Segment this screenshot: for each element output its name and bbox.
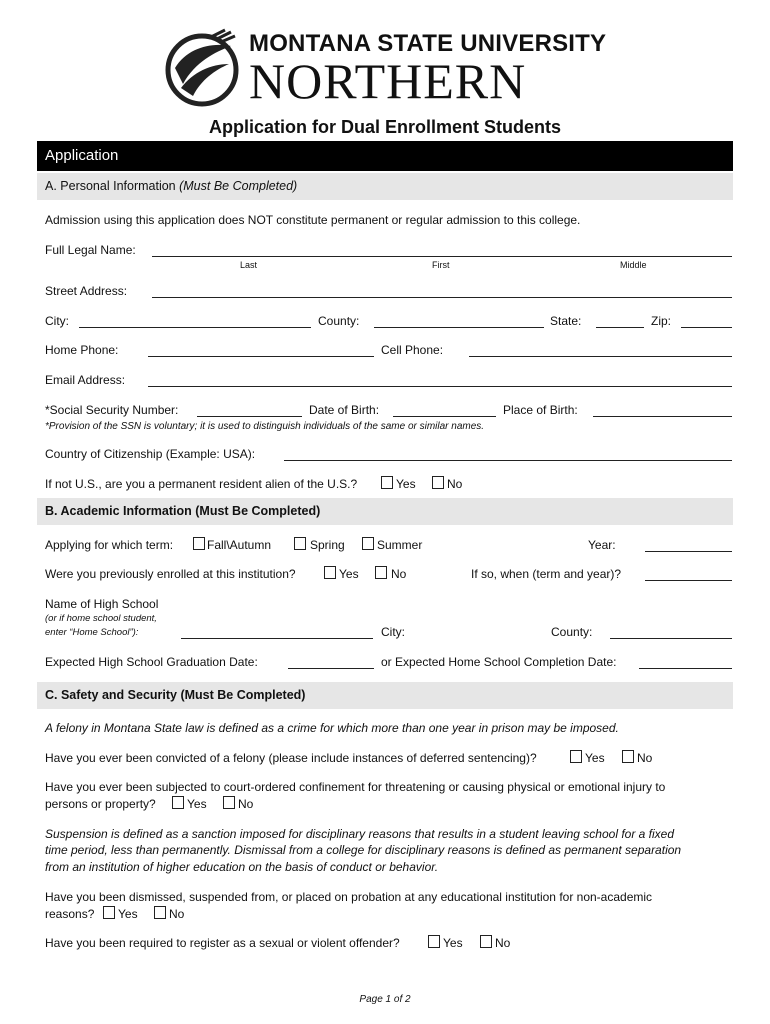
email-label: Email Address: [45,373,126,387]
street-address-field[interactable] [152,297,732,298]
last-name-caption: Last [240,260,258,270]
logo-line2: NORTHERN [249,53,527,109]
admission-notice: Admission using this application does NOT constitute permanent or regular admission to this college. [45,213,581,227]
home-phone-label: Home Phone: [45,343,119,357]
application-header-bar [37,141,733,171]
section-c-header [37,682,733,709]
state-field[interactable] [596,327,644,328]
section-a-header [37,173,733,200]
first-name-caption: First [432,260,450,270]
confinement-no-checkbox[interactable] [223,796,235,809]
home-completion-label: or Expected Home School Completion Date: [381,655,617,669]
year-field[interactable] [645,551,732,552]
pob-label: Place of Birth: [503,403,578,417]
county-label: County: [318,314,360,328]
dob-field[interactable] [393,416,496,417]
previously-enrolled-question: Were you previously enrolled at this institution? [45,567,296,581]
suspension-definition-1: Suspension is defined as a sanction imposed for disciplinary reasons that results in a student leaving school for a fixed [45,827,675,841]
home-school-note-1: (or if home school student, [45,613,157,624]
city-field[interactable] [79,327,311,328]
ssn-note: *Provision of the SSN is voluntary; it is used to distinguish individuals of the same or similar names. [45,421,485,432]
offender-yes-label: Yes [443,936,463,950]
hs-county-field[interactable] [610,638,732,639]
grad-date-field[interactable] [288,668,374,669]
city-label: City: [45,314,69,328]
suspension-definition-3: from an institution of higher education on the basis of conduct or behavior. [45,860,439,874]
resident-no-label: No [447,477,463,491]
logo-line1: MONTANA STATE UNIVERSITY [249,30,607,57]
home-school-note-2: enter “Home School”): [45,627,139,638]
zip-label: Zip: [651,314,672,328]
felony-question: Have you ever been convicted of a felony (please include instances of deferred sentencing)? [45,751,537,765]
confinement-yes-checkbox[interactable] [172,796,184,809]
high-school-field[interactable] [181,638,373,639]
high-school-label: Name of High School [45,597,159,611]
hs-county-label: County: [551,625,593,639]
term-spring-label: Spring [310,538,345,552]
enrolled-no-checkbox[interactable] [375,566,387,579]
dismissed-no-checkbox[interactable] [154,906,166,919]
enrolled-yes-label: Yes [339,567,359,581]
offender-no-label: No [495,936,511,950]
section-a-title: A. Personal Information [45,179,176,193]
dismissed-yes-label: Yes [118,907,138,921]
county-field[interactable] [374,327,544,328]
cell-phone-field[interactable] [469,356,732,357]
felony-yes-label: Yes [585,751,605,765]
suspension-definition-2: time period, less than permanently. Dismissal from a college for disciplinary reasons is defined as permanent separation [45,843,682,857]
middle-name-caption: Middle [620,260,647,270]
section-c-title: C. Safety and Security (Must Be Completed) [45,688,306,702]
confinement-yes-label: Yes [187,797,207,811]
cell-phone-label: Cell Phone: [381,343,444,357]
dismissed-question-2: reasons? [45,907,95,921]
enrolled-no-label: No [391,567,407,581]
home-completion-field[interactable] [639,668,732,669]
if-so-label: If so, when (term and year)? [471,567,622,581]
confinement-question-1: Have you ever been subjected to court-ordered confinement for threatening or causing physical or emotional injury to [45,780,666,794]
dismissed-yes-checkbox[interactable] [103,906,115,919]
university-logo [165,28,610,108]
felony-yes-checkbox[interactable] [570,750,582,763]
section-b-title: B. Academic Information (Must Be Completed) [45,504,321,518]
confinement-no-label: No [238,797,254,811]
term-question: Applying for which term: [45,538,174,552]
full-legal-name-label: Full Legal Name: [45,243,136,257]
hs-city-label: City: [381,625,405,639]
zip-field[interactable] [681,327,732,328]
offender-question: Have you been required to register as a sexual or violent offender? [45,936,400,950]
street-address-label: Street Address: [45,284,128,298]
dob-label: Date of Birth: [309,403,380,417]
state-label: State: [550,314,582,328]
enrolled-yes-checkbox[interactable] [324,566,336,579]
resident-yes-label: Yes [396,477,416,491]
dismissed-no-label: No [169,907,185,921]
email-field[interactable] [148,386,732,387]
offender-no-checkbox[interactable] [480,935,492,948]
application-header: Application [45,147,119,164]
ssn-field[interactable] [197,416,302,417]
university-seal-icon [165,28,241,108]
term-summer-checkbox[interactable] [362,537,374,550]
confinement-question-2: persons or property? [45,797,156,811]
section-a-note: (Must Be Completed) [179,179,298,193]
term-fall-checkbox[interactable] [193,537,205,550]
enrolled-when-field[interactable] [645,580,732,581]
page-number: Page 1 of 2 [359,994,411,1005]
grad-date-label: Expected High School Graduation Date: [45,655,258,669]
felony-no-checkbox[interactable] [622,750,634,763]
full-legal-name-field[interactable] [152,256,732,257]
term-summer-label: Summer [377,538,423,552]
offender-yes-checkbox[interactable] [428,935,440,948]
year-label: Year: [588,538,616,552]
section-b-header [37,498,733,525]
ssn-label: *Social Security Number: [45,403,179,417]
resident-no-checkbox[interactable] [432,476,444,489]
home-phone-field[interactable] [148,356,374,357]
term-spring-checkbox[interactable] [294,537,306,550]
citizenship-field[interactable] [284,460,732,461]
term-fall-label: Fall\Autumn [207,538,272,552]
page-title: Application for Dual Enrollment Students [208,117,561,137]
pob-field[interactable] [593,416,732,417]
felony-no-label: No [637,751,653,765]
resident-question: If not U.S., are you a permanent resident alien of the U.S.? [45,477,358,491]
resident-yes-checkbox[interactable] [381,476,393,489]
felony-definition: A felony in Montana State law is defined as a crime for which more than one year in prison may be imposed. [45,721,619,735]
dismissed-question-1: Have you been dismissed, suspended from, or placed on probation at any educational institution for non-academic [45,890,653,904]
citizenship-label: Country of Citizenship (Example: USA): [45,447,256,461]
